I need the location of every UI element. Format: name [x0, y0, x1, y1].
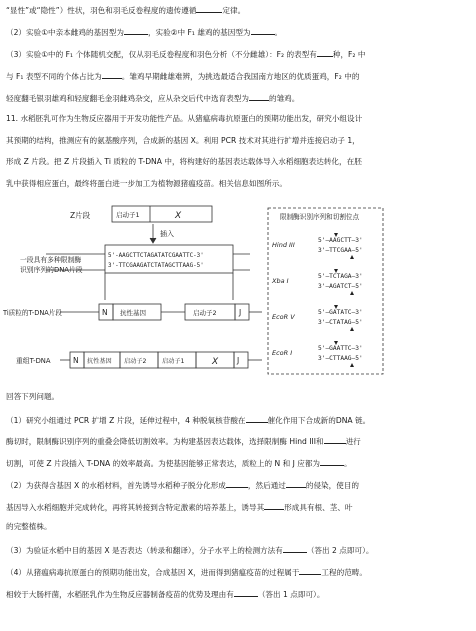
question-11-line: 其预期的结构，推测应有的氨基酸序列，合成新的基因 X。利用 PCR 技术对其进行扩增并连接启动子 1，: [6, 136, 360, 145]
text-segment: 。雏鸡早期雌雄难辨，为挑选最适合我国南方地区的优质蛋鸡，F₂ 中的: [121, 72, 360, 81]
text-segment: 基因导入水稻细胞并完成转化，再将其转接到含特定激素的培养基上，诱导其: [6, 503, 265, 512]
answer-blank[interactable]: [226, 479, 248, 488]
site-note-line2: 识别序列的DNA片段: [20, 266, 83, 274]
enzyme-top-strand: 5'–GAATTC–3': [318, 345, 363, 352]
cut-site-arrow: [350, 255, 354, 259]
answer-blank[interactable]: [251, 26, 275, 35]
text-line: [6, 70, 472, 82]
answer-blank[interactable]: [286, 479, 306, 488]
text-segment: 的侵染，使目的: [305, 481, 360, 490]
enzyme-top-strand: 5'–GATATC–3': [318, 309, 363, 316]
text-segment: 与 F₁ 表型不同的个体占比为: [6, 72, 102, 81]
enzyme-name: EcoR I: [272, 349, 293, 357]
answer-blank[interactable]: [234, 588, 258, 597]
text-segment: 轻度翻毛银羽雄鸡和轻度翻毛金羽雌鸡杂交，应从杂交后代中选育表型为: [6, 94, 249, 103]
answer-blank[interactable]: [249, 92, 269, 101]
cut-site-arrow: [350, 363, 354, 367]
text-segment: （1）研究小组通过 PCR 扩增 Z 片段，延伸过程中，4 种脱氧核苷酸在: [6, 416, 246, 425]
text-segment: 种，F₂ 中: [332, 50, 366, 59]
resistance-gene-label: 抗性基因: [87, 358, 112, 365]
cut-site-arrow: [350, 327, 354, 331]
enzyme-name: Xba I: [272, 277, 289, 285]
answer-blank[interactable]: [317, 48, 333, 57]
text-segment: 切割，可使 Z 片段插入 T-DNA 的效率最高。为使基因能够正常表达，质粒上的 N 和 J 应都为: [6, 459, 321, 468]
answer-blank[interactable]: [299, 566, 321, 575]
text-line: [6, 435, 472, 447]
j-region-label: J: [239, 308, 242, 317]
enzyme-top-strand: 5'–AAGCTT–3': [318, 237, 363, 244]
n-region-label: N: [102, 308, 108, 317]
promoter2-label: 启动子2: [124, 358, 147, 365]
answer-blank[interactable]: [324, 435, 346, 444]
n-region-label: N: [73, 356, 79, 365]
text-segment: 。: [344, 459, 352, 468]
text-segment: （4）从猪瘟病毒抗原蛋白的预期功能出发，合成基因 X，进而得到猪瘟疫苗的过程属于: [6, 568, 300, 577]
text-segment: “显性”或“隐性”）性状，羽色和羽毛反卷程度的遗传遵循: [6, 6, 197, 15]
sequence-bottom-strand: 3'-TTCGAAGATCTATAGCTTAAG-5': [108, 263, 204, 269]
text-segment: ，然后通过: [247, 481, 286, 490]
text-segment: 工程的范畴。: [321, 568, 367, 577]
gene-x-label: X: [212, 357, 219, 367]
enzyme-bottom-strand: 3'–CTATAG–5': [318, 319, 363, 326]
promoter2-label: 启动子2: [193, 309, 217, 317]
promoter1-label: 启动子1: [116, 211, 140, 219]
recombinant-tdna-label: 重组T-DNA: [16, 357, 51, 365]
enzyme-list: [271, 233, 363, 367]
enzyme-top-strand: 5'–TCTAGA–3': [318, 273, 363, 280]
text-line: [6, 4, 472, 16]
text-segment: （3）为验证水稻中目的基因 X 是否表达（转录和翻译），分子水平上的检测方法有: [6, 546, 283, 555]
answer-blank[interactable]: [102, 70, 122, 79]
enzyme-bottom-strand: 3'–CTTAAG–5': [318, 355, 363, 362]
text-line: [6, 566, 472, 578]
answer-blank[interactable]: [124, 26, 148, 35]
text-segment: 催化作用下合成新的DNA 链。: [267, 416, 371, 425]
question-11-line: 形成 Z 片段。把 Z 片段插入 Ti 质粒的 T-DNA 中，将构建好的基因表达载体导入水稻细胞表达转化，在胚: [6, 157, 362, 166]
text-segment: 的雏鸡。: [269, 94, 300, 103]
text-line: [6, 26, 472, 38]
answer-blank[interactable]: [196, 4, 222, 13]
enzyme-bottom-strand: 3'–AGATCT–5': [318, 283, 363, 290]
text-segment: ，实验②中 F₁ 雄鸡的基因型为: [147, 28, 251, 37]
text-segment: （答出 2 点即可）。: [306, 546, 374, 555]
text-line: [6, 457, 472, 469]
sequence-top-strand: 5'-AAGCTTCTAGATATCGAATTC-3': [108, 253, 204, 259]
question-11-line: 乳中获得相应蛋白，最终将蛋白进一步加工为植物源猪瘟疫苗。相关信息如图所示。: [6, 179, 287, 188]
cut-site-arrow: [350, 291, 354, 295]
answer-blank[interactable]: [264, 501, 284, 510]
text-line: 的完整植株。: [6, 522, 52, 531]
enzyme-bottom-strand: 3'–TTCGAA–5': [318, 247, 363, 254]
answer-intro: 回答下列问题。: [6, 392, 60, 401]
text-segment: 进行: [345, 437, 361, 446]
text-segment: （3）实验①中的 F₁ 个体随机交配，仅从羽毛反卷程度和羽色分析（不分雌雄）：F₂ 的表型有: [6, 50, 317, 59]
enzyme-name: EcoR V: [272, 313, 295, 321]
text-segment: （2）实验①中亲本雌鸡的基因型为: [6, 28, 124, 37]
text-line: [6, 479, 472, 491]
answer-blank[interactable]: [246, 414, 268, 423]
text-line: [6, 588, 472, 600]
text-line: [6, 544, 472, 556]
legend-title: 限制酶识别序列和切割位点: [280, 213, 360, 221]
text-line: [6, 92, 472, 104]
text-segment: 定律。: [222, 6, 246, 15]
question-11-line: 11. 水稻胚乳可作为生物反应器用于开发功能性产品。从猪瘟病毒抗原蛋白的预期功能出发，研究小组设计: [6, 114, 363, 123]
gene-x-label: X: [175, 211, 182, 221]
j-region-label: J: [237, 356, 240, 365]
text-line: [6, 48, 472, 60]
gene-construct-figure: [0, 202, 476, 378]
text-segment: 形成具有根、茎、叶: [284, 503, 353, 512]
text-segment: 相较于大肠杆菌，水稻胚乳作为生物反应器制备疫苗的优势及理由有: [6, 590, 234, 599]
site-note-line1: 一段具有多种限制酶: [20, 256, 82, 264]
promoter1-label: 启动子1: [162, 358, 185, 365]
text-segment: 酶切时，限制酶识别序列的重叠会降低切割效率。为构建基因表达载体，选择限制酶 Hind III和: [6, 437, 324, 446]
text-line: [6, 501, 472, 513]
z-fragment-label: Z片段: [70, 211, 91, 220]
ti-tdna-label: Ti质粒的T-DNA片段: [3, 309, 62, 317]
resistance-gene-label: 抗性基因: [120, 309, 146, 317]
answer-blank[interactable]: [283, 544, 307, 553]
text-segment: （答出 1 点即可）。: [257, 590, 325, 599]
text-line: [6, 414, 472, 426]
text-segment: （2）为获得含基因 X 的水稻材料，首先诱导水稻种子脱分化形成: [6, 481, 226, 490]
enzyme-name: Hind III: [272, 241, 295, 249]
text-segment: 。: [274, 28, 283, 37]
insert-label: 插入: [160, 230, 174, 238]
answer-blank[interactable]: [320, 457, 344, 466]
